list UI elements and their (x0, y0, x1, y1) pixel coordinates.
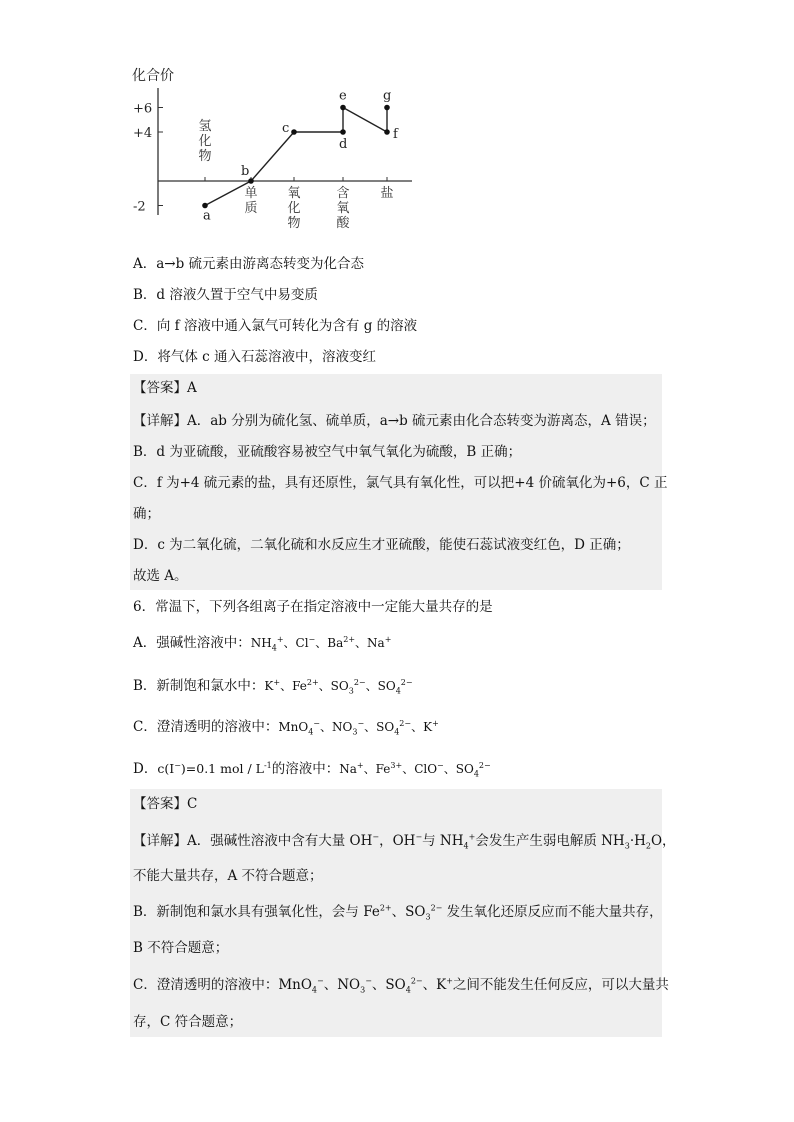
point-label: d (339, 137, 348, 152)
q5-detail-a: 【详解】A．ab 分别为硫化氢、硫单质，a→b 硫元素由化合态转变为游离态，A 错误； (133, 413, 656, 429)
category-label-char: 化 (198, 134, 212, 149)
category-label-char: 氧 (287, 186, 301, 201)
data-point (248, 178, 254, 184)
y-axis-title: 化合价 (132, 68, 174, 84)
detail-a-part1: 【详解】A．强碱性溶液中含有大量 OH (133, 833, 373, 849)
q5-detail-c: C．f 为+4 硫元素的盐，具有还原性，氯气具有氧化性，可以把+4 价硫氧化为+6，C 正 (133, 475, 668, 491)
category-label-char: 酸 (336, 216, 350, 231)
q6-option-d-label: D． (133, 761, 158, 777)
detail-a-part3: 与 NH (422, 833, 464, 849)
q5-answer: 【答案】A (133, 380, 197, 396)
detail-c-part1: C．澄清透明的溶液中：MnO (133, 977, 312, 993)
q6-option-a-label: A．强碱性溶液中： (133, 635, 251, 651)
conc-unit-exponent: -1 (263, 760, 272, 770)
connector-line (251, 132, 294, 181)
detail-b-part2: 、SO (391, 904, 426, 920)
sulfur-valence-diagram (0, 55, 794, 305)
category-label-char: 物 (287, 216, 301, 231)
y-tick-label: +6 (133, 101, 153, 117)
y-tick-label: -2 (133, 199, 146, 215)
solution-text: 的溶液中： (271, 761, 340, 777)
q5-detail-d: D．c 为二氧化硫，二氧化硫和水反应生才亚硫酸，能使石蕊试液变红色，D 正确； (133, 537, 630, 553)
q6-detail-c-cont: 存，C 符合题意； (133, 1014, 243, 1030)
detail-a-part5: O， (650, 833, 676, 849)
detail-a-part4: 会发生产生弱电解质 NH (475, 833, 625, 849)
q6-option-a: A．强碱性溶液中：$NH_4^+$、Cl−、$Ba^{2+}$、Na+ (133, 635, 392, 653)
conc-symbol: c (157, 761, 165, 776)
data-point (384, 129, 390, 135)
point-label: c (282, 121, 290, 136)
q6-detail-b-cont: B 不符合题意； (133, 940, 229, 956)
detail-b-part3: 发生氧化还原反应而不能大量共存， (446, 904, 663, 920)
category-label-char: 氧 (336, 201, 350, 216)
q6-detail-c: C．澄清透明的溶液中：MnO$_4$−、$NO_3^-$、$SO_4^{2-}$、K+之间不能发生任何反应，可以大量共 (133, 976, 669, 995)
q5-option-d: D．将气体 c 通入石蕊溶液中，溶液变红 (133, 349, 376, 365)
iodide-ion: I (169, 761, 175, 776)
q6-detail-a: 【详解】A．强碱性溶液中含有大量 OH−，OH−与 $NH_4^+$会发生产生弱电解质 $NH_3\cdot H_2O$， (133, 832, 676, 851)
y-tick-label: +4 (133, 126, 153, 141)
q5-conclusion: 故选 A。 (133, 568, 188, 584)
category-label-char: 盐 (380, 186, 394, 201)
category-label-char: 含 (336, 186, 350, 201)
q5-option-a: A．a→b 硫元素由游离态转变为化合态 (133, 256, 365, 272)
point-label: e (339, 88, 347, 104)
q5-option-b: B．d 溶液久置于空气中易变质 (133, 287, 318, 303)
q6-option-c: C．澄清透明的溶液中：MnO$_4$−、$NO_3^-$、$SO_4^{2-}$、K+ (133, 719, 439, 737)
point-label: f (393, 127, 398, 142)
q6-option-d: D．c(I−)=0.1 mol / $L^{-1}$的溶液中：Na+、$Fe^{3+}$、ClO−、$SO_4^{2-}$ (133, 760, 491, 779)
detail-a-part2: ，OH (379, 833, 416, 849)
q5-detail-b: B．d 为亚硫酸，亚硫酸容易被空气中氧气氧化为硫酸，B 正确； (133, 444, 522, 460)
data-point (202, 203, 208, 209)
data-point (384, 105, 390, 111)
category-label-char: 单 (244, 186, 258, 201)
q6-option-b: B．新制饱和氯水中：K+、$Fe^{2+}$、$SO_3^{2-}$、$SO_4^{2-}$ (133, 678, 413, 696)
detail-b-part1: B．新制饱和氯水具有强氧化性，会与 Fe (133, 904, 380, 920)
conc-value: =0.1 mol / L (185, 761, 264, 776)
point-label: a (203, 208, 211, 224)
q6-option-c-label: C．澄清透明的溶液中： (133, 719, 279, 735)
category-label-char: 化 (287, 201, 301, 216)
detail-c-part2: 之间不能发生任何反应，可以大量共 (452, 977, 669, 993)
q6-stem: 6．常温下，下列各组离子在指定溶液中一定能大量共存的是 (133, 599, 493, 615)
point-label: b (241, 164, 250, 179)
q6-detail-b: B．新制饱和氯水具有强氧化性，会与 $Fe^{2+}$、$SO_3^{2-}$ 发生氧化还原反应而不能大量共存， (133, 903, 663, 922)
category-label-char: 氢 (198, 119, 212, 134)
category-label-char: 物 (198, 149, 212, 164)
q6-answer: 【答案】C (133, 796, 198, 812)
data-point (340, 105, 346, 111)
q6-option-b-label: B．新制饱和氯水中： (133, 678, 265, 694)
q5-detail-c-cont: 确； (133, 506, 160, 522)
connector-line (343, 108, 387, 133)
category-label-char: 质 (244, 201, 258, 216)
q6-detail-a-cont: 不能大量共存，A 不符合题意； (133, 868, 323, 884)
data-point (291, 129, 297, 135)
q5-option-c: C．向 f 溶液中通入氯气可转化为含有 g 的溶液 (133, 318, 418, 334)
point-label: g (383, 88, 392, 104)
data-point (340, 129, 346, 135)
